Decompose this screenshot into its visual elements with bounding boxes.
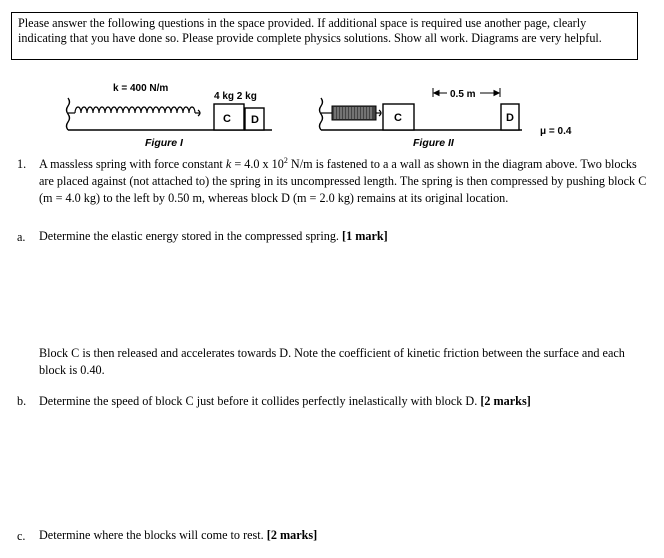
part-b-text: Determine the speed of block C just before it collides perfectly inelastically with block D. [2 marks] xyxy=(39,394,531,408)
part-c-text: Determine where the blocks will come to rest. [2 marks] xyxy=(39,528,318,542)
k-symbol: k xyxy=(225,157,232,171)
question-1-number: 1. xyxy=(17,157,27,171)
part-c-label: c. xyxy=(17,529,26,543)
friction-label: μ = 0.4 xyxy=(540,126,572,137)
distance-label: 0.5 m xyxy=(450,89,476,100)
spring-1 xyxy=(68,107,200,116)
instructions-text: Please answer the following questions in the space provided. If additional space is required use another page, clearly indicating that you have done so. Please provide complete physics solutions. Show all work. Diagrams are very helpful. xyxy=(18,16,602,45)
exponent: 2 xyxy=(283,155,288,165)
part-b-label: b. xyxy=(17,394,27,408)
figure-2 xyxy=(320,88,572,149)
part-a-label: a. xyxy=(17,230,26,244)
mass-labels: 4 kg 2 kg xyxy=(214,91,257,102)
part-c-marks: [2 marks] xyxy=(266,528,318,542)
spring-2 xyxy=(321,106,381,120)
part-b-marks: [2 marks] xyxy=(480,394,531,408)
figure-1 xyxy=(67,83,273,149)
block-d-1-label: D xyxy=(251,114,259,126)
question-1-text: A massless spring with force constant k = 4.0 x $10^2$ N/m is fastened to a a wall as shown in the diagram above. Two blocks are placed against (not attached to) the spring in its uncompressed length. The spring is then compressed by pushing block C (m = 4.0 kg) to the left by 0.50 m, whereas block D (m = 2.0 kg) remains at its original location. xyxy=(39,155,647,206)
figure-1-caption: Figure I xyxy=(145,137,183,149)
block-c-1-label: C xyxy=(223,113,231,125)
wall-2 xyxy=(320,98,323,130)
part-a-marks: [1 mark] xyxy=(342,229,388,243)
spring-constant-label: k = 400 N/m xyxy=(113,83,169,94)
transition-text: Block C is then released and accelerates towards D. Note the coefficient of kinetic friction between the surface and each block is 0.40. xyxy=(39,346,625,378)
block-d-2-label: D xyxy=(506,112,514,124)
figures xyxy=(0,0,664,160)
wall-1 xyxy=(67,98,70,130)
part-a-text: Determine the elastic energy stored in the compressed spring. [1 mark] xyxy=(39,229,388,243)
block-c-2-label: C xyxy=(394,112,402,124)
figure-2-caption: Figure II xyxy=(413,137,454,149)
